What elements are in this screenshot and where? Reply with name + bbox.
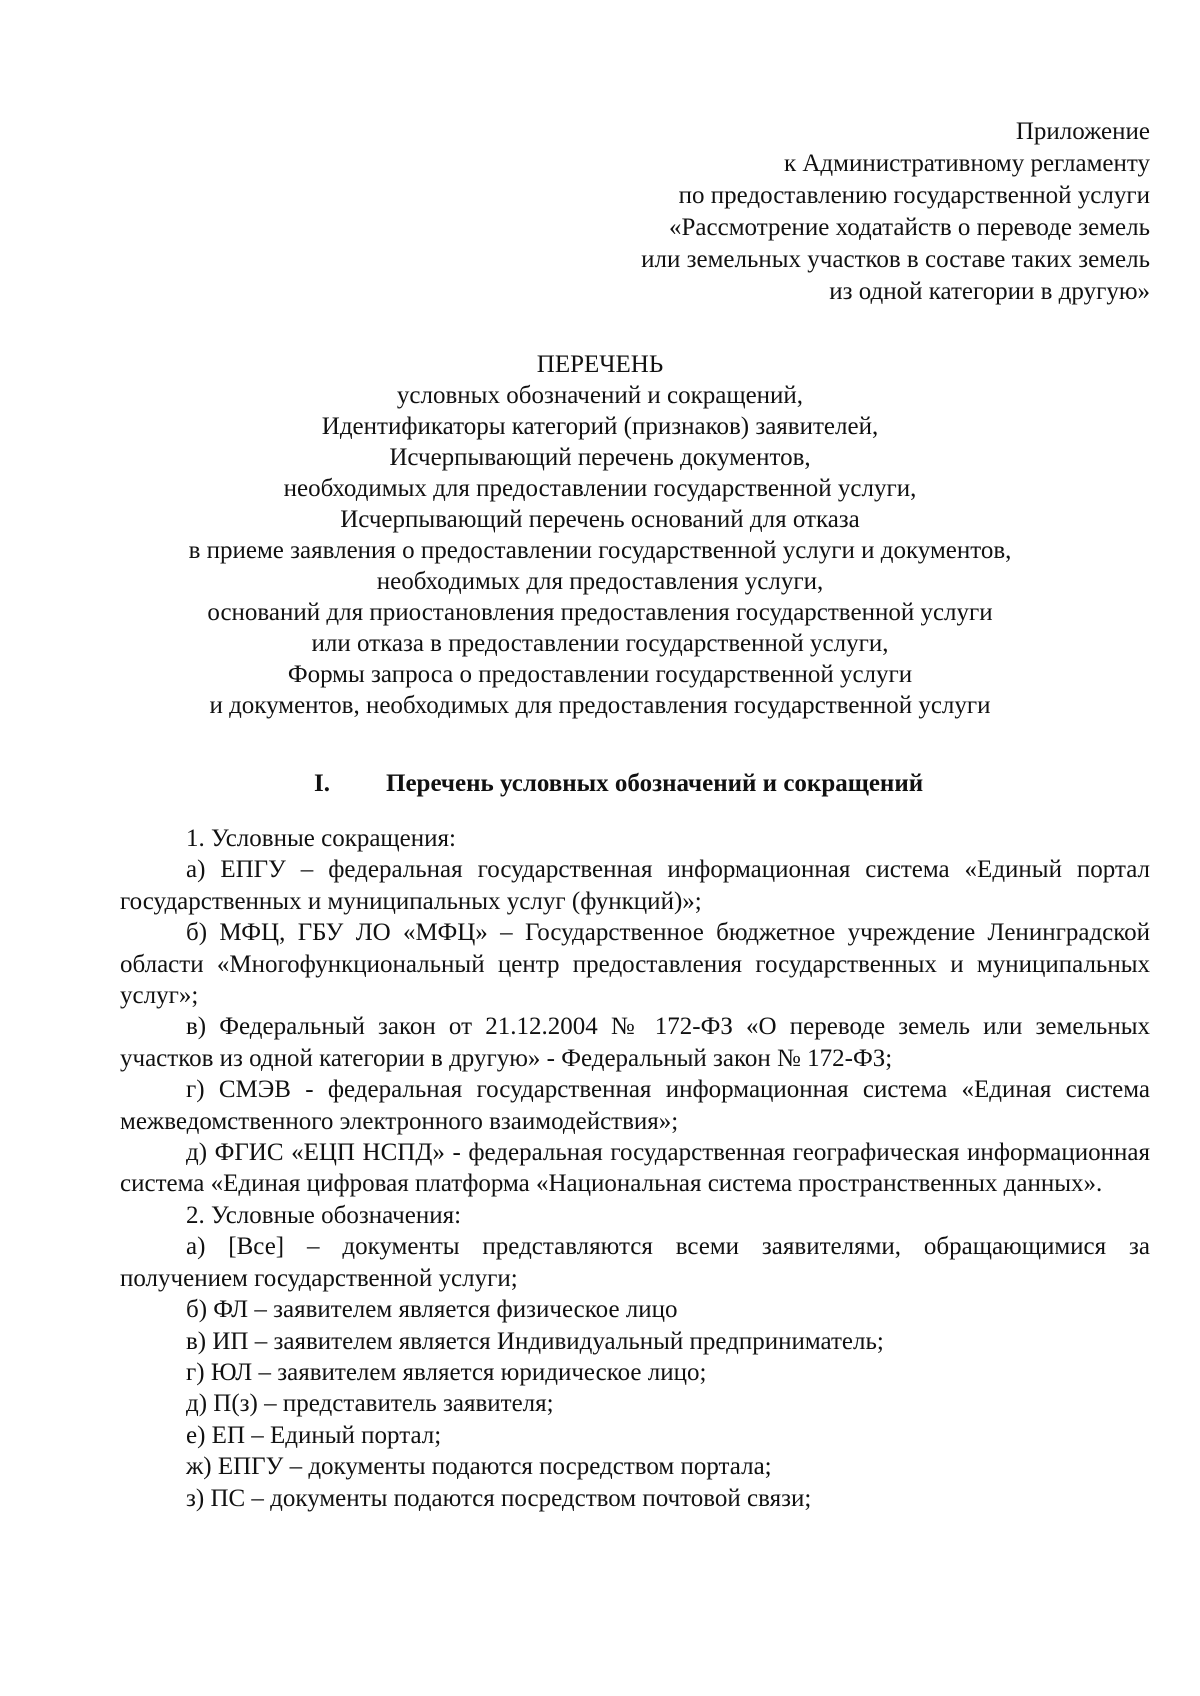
designations-heading: 2. Условные обозначения:: [186, 1201, 462, 1229]
title-line: условных обозначений и сокращений,: [396, 382, 804, 409]
appendix-line: Приложение: [1015, 118, 1150, 145]
section-number: I.: [314, 770, 330, 797]
title-line: Исчерпывающий перечень оснований для отказа: [340, 506, 860, 533]
abbreviation-item: г) СМЭВ - федеральная государственная информационная система «Единая система межведомственного электронного взаимодействия»;: [120, 1076, 1150, 1135]
designation-item: б) ФЛ – заявителем является физическое лицо: [186, 1296, 678, 1324]
abbreviation-item: д) ФГИС «ЕЦП НСПД» - федеральная государственная географическая информационная система «Единая цифровая платформа «Национальная система пространственных данных».: [120, 1139, 1150, 1198]
appendix-line: или земельных участков в составе таких земель: [641, 246, 1150, 273]
title-line: Формы запроса о предоставлении государственной услуги: [287, 661, 913, 688]
designation-item: ж) ЕПГУ – документы подаются посредством портала;: [186, 1453, 772, 1481]
abbreviation-item: б) МФЦ, ГБУ ЛО «МФЦ» – Государственное бюджетное учреждение Ленинградской области «Многофункциональный центр предоставления государственных и муниципальных услуг»;: [120, 919, 1150, 1010]
title-line: Исчерпывающий перечень документов,: [389, 444, 811, 471]
title-line: или отказа в предоставлении государственной услуги,: [311, 630, 889, 657]
designation-item: в) ИП – заявителем является Индивидуальный предприниматель;: [186, 1327, 884, 1355]
title-line: в приеме заявления о предоставлении государственной услуги и документов,: [188, 537, 1012, 564]
appendix-line: к Административному регламенту: [783, 150, 1150, 177]
title-line: оснований для приостановления предоставления государственной услуги: [207, 599, 993, 626]
document-title: [100, 349, 1100, 721]
abbreviations-heading: 1. Условные сокращения:: [186, 825, 456, 852]
title-line: Идентификаторы категорий (признаков) заявителей,: [321, 413, 879, 440]
title-line: необходимых для предоставления услуги,: [376, 568, 824, 595]
designation-item: д) П(з) – представитель заявителя;: [186, 1390, 554, 1418]
appendix-header: [450, 116, 1150, 308]
appendix-line: по предоставлению государственной услуги: [678, 182, 1150, 209]
designation-item: з) ПС – документы подаются посредством почтовой связи;: [186, 1484, 812, 1512]
abbreviation-item: а) ЕПГУ – федеральная государственная информационная система «Единый портал государственных и муниципальных услуг (функций)»;: [120, 856, 1150, 915]
section-title: Перечень условных обозначений и сокращений: [386, 770, 924, 797]
designation-item: а) [Все] – документы представляются всеми заявителями, обращающимися за получением государственной услуги;: [120, 1233, 1150, 1292]
title-heading: ПЕРЕЧЕНЬ: [536, 351, 664, 378]
appendix-line: «Рассмотрение ходатайств о переводе земель: [669, 214, 1150, 241]
designation-item: г) ЮЛ – заявителем является юридическое лицо;: [186, 1358, 707, 1386]
title-line: необходимых для предоставлении государственной услуги,: [283, 475, 917, 502]
abbreviation-item: в) Федеральный закон от 21.12.2004 № 172-ФЗ «О переводе земель или земельных участков из одной категории в другую» - Федеральный закон № 172-ФЗ;: [120, 1013, 1150, 1072]
designation-item: е) ЕП – Единый портал;: [186, 1421, 442, 1449]
document-body: [120, 823, 1150, 1514]
appendix-line: из одной категории в другую»: [829, 278, 1150, 305]
title-line: и документов, необходимых для предоставления государственной услуги: [209, 692, 991, 719]
